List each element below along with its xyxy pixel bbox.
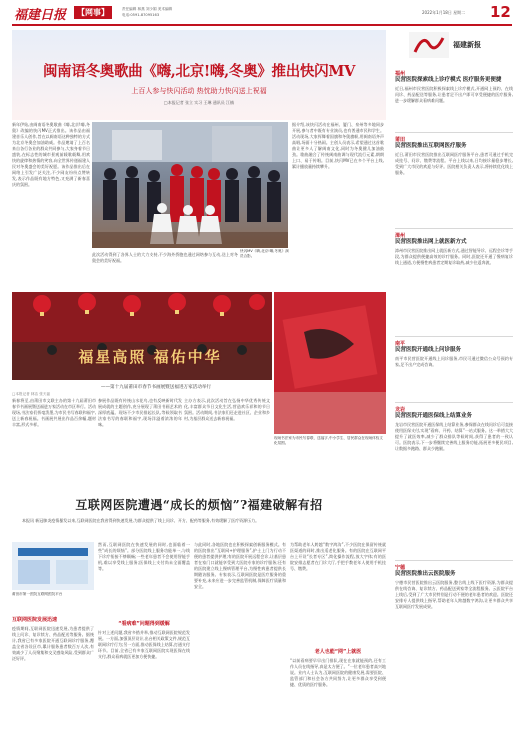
sidebar-item-body: 南平市民营医院开通线上问诊服务,市民可通过微信公众号预约专家,足不出户完成咨询。 bbox=[395, 356, 513, 367]
story1-banner bbox=[12, 30, 386, 120]
sidebar-item-title: 民营医院开通医保线上结算业务 bbox=[395, 413, 473, 419]
paper-logo: 福建日报 bbox=[14, 8, 67, 23]
sidebar-item-title: 民营医院开通线上问诊服务 bbox=[395, 347, 462, 353]
story1-title: 闽南语冬奥歌曲《嗨,北京!嗨,冬奥》推出快闪MV bbox=[42, 63, 356, 80]
header-date: 2022年1月18日 星期二 bbox=[422, 10, 466, 15]
story2-body-col1: 新春将至,由莆田市文联主办的第十九届莆田市春节书画展暨送福进万家活动在市区举行。活动现场,书法家们挥毫泼墨,为市民书写春联和福字,送上新春祝福。书画展共展出作品百余幅,题材丰富,形式多样。 bbox=[12, 398, 96, 427]
story2-photo-caption: 现场书法家为市民写春联、送福字,中小学生、居民群众在现场体验文化氛围。 bbox=[274, 436, 383, 445]
bottom-right-body-2: “以前看病要早早出门排队,现在在家就能预约,还有工作人员在线指导,真是太方便了。”一位老年患者高兴地说。业内人士认为,互联网医院的健康发展,需要医院、监管部门和社会各方共同努力,让更多群众享受到便捷、优质的医疗服务。 bbox=[290, 658, 386, 687]
story1-body-col1: 新年伊始,由闽南语冬奥歌曲《嗨,北京!嗨,冬奥》改编的快闪MV正式推出。该作品由福建音乐人创作,旨在以闽南语这种独特的方式为北京冬奥会加油助威。作品邀请了上百名来自各行各业的群众共同参与,大家身着节日盛装,在标志性的城市景观前载歌载舞,用欢快的旋律和热情的笑容,向全世界传递福建人民对冬奥盛会的美好祝愿。该作品推出后在网络上引发广泛关注,不少网友纷纷点赞转发,表示作品既有地方特色,又充满了新春喜庆的氛围。 bbox=[12, 122, 90, 187]
story3-intro: 本报讯 新冠肺炎疫情暴发以来,互联网医院在我省得到快速发展,为群众提供了线上问诊、开方、配药等服务,有效缓解了医疗资源压力。 bbox=[22, 518, 260, 523]
bottom-mid-body-1: 然而,互联网医院在快速发展的同时,也面临着一些“成长的烦恼”。部分医院线上服务功能单一,与线下诊疗衔接不够顺畅;一些老年患者不会使用智能手机,难以享受线上服务;医保线上支付尚未全面覆盖等。 bbox=[98, 542, 190, 571]
sidebar-item-body: 龙岩市民营医院开通医保线上结算业务,参保群众在线问诊后可直接使用医保支付,实现“看病、开药、结算”一站式服务。这一举措大大提升了就医效率,减少了群众排队等候时间,获得了患者的一致认可。医院表示,下一步将继续完善线上服务功能,拓展更多便民项目,让数据多跑路、群众少跑腿。 bbox=[395, 422, 513, 451]
story1-byline: □本报记者 张立 实习 王琳 通讯员 江楠 bbox=[163, 100, 235, 105]
fujian-logo-icon bbox=[409, 32, 449, 58]
section-badge: 【网事】 bbox=[74, 6, 112, 19]
hospital-app-screenshot bbox=[12, 542, 94, 590]
sidebar-item-3 bbox=[395, 340, 513, 402]
story1-body-col3: 此次活动得到了各界人士的大力支持,不少海外侨胞也通过网络参与互动,送上对冬奥会的美好祝福。 bbox=[92, 252, 238, 263]
sidebar-item-title: 民营医院探索线上诊疗模式 医疗服务更便捷 bbox=[395, 77, 502, 83]
bottom-left-body: 疫情期间,互联网医院迅速发展,为患者提供了线上问诊、复诊续方、药品配送等服务。据统计,我省已有多家医院开通互联网诊疗服务,覆盖全省各设区市,累计服务患者数百万人次,有效减少了人员聚集和交叉感染风险,受到群众广泛好评。 bbox=[12, 626, 94, 661]
story2-subtitle: ——第十九届莆田市春节书画展暨送福进万家活动举行 bbox=[100, 385, 212, 390]
story2-body-col3: 主办方表示,此次活动旨在弘扬中华优秀传统文化,丰富群众节日文化生活,营造欢乐祥和的节日氛围。活动期间,书法家们还走进社区、企业和乡村,为基层群众送去新春祝福。 bbox=[184, 398, 270, 421]
story1-body-col2: 据介绍,该快闪活动在福州、厦门、泉州等多地同步开展,参与者中既有专业演员,也有普通市民和学生。活动现场,大家挥舞着国旗和冬奥旗帜,用闽南语齐声高唱,场面十分热闹。主创人员表示,希望通过这首歌曲让更多人了解闽南文化,同时为冬奥健儿加油鼓劲。歌曲融合了传统闽南曲调与现代流行元素,朗朗上口、易于传唱。目前,快闪MV已在多个平台上线,累计播放量持续攀升。 bbox=[292, 122, 384, 169]
sidebar-item-tag: 宁德 bbox=[395, 565, 406, 571]
sidebar-item-tag: 南平 bbox=[395, 341, 406, 347]
page-number: 12 bbox=[490, 3, 511, 21]
sidebar-item-body: 漳州市民营医院推出网上就医新方式,通过智能导诊、远程会诊等手段,为群众提供便捷高效的诊疗服务。同时,医院还开通了慢病复诊线上通道,方便慢性病患者定期复诊取药,减少往返奔波。 bbox=[395, 248, 513, 265]
sidebar-item-0 bbox=[395, 70, 513, 126]
sidebar-item-2 bbox=[395, 232, 513, 334]
masthead bbox=[12, 4, 512, 26]
sidebar-item-1 bbox=[395, 136, 513, 224]
bottom-mid-title: “看病难”问题得到缓解 bbox=[118, 621, 170, 627]
bottom-mid-body-2: 针对上述问题,我省多措并举,推动互联网医院规范发展。一方面,加强顶层设计,出台相关政策文件,规范互联网诊疗行为;另一方面,推动医保线上结算,打通支付环节。目前,全省已有多家互联网医院实现医保在线支付,群众看病就医更加方便快捷。 bbox=[98, 630, 190, 659]
section-name: 网事 bbox=[85, 8, 101, 17]
story1-subtitle: 上百人参与快闪活动 热忱助力快闪送上祝福 bbox=[131, 87, 267, 95]
story3-title: 互联网医院遭遇“成长的烦恼”?福建破解有招 bbox=[75, 498, 323, 512]
bottom-mid2-body: 与此同时,各地医院也在积极探索创新服务模式。有的医院推出“互联网+护理服务”,护士上门为行动不便的患者提供护理;有的医院开展远程会诊,让基层患者在家门口就能享受到大医院专家的诊疗服务;还有的医院建立线上慢病管理平台,为慢性病患者提供长期随访服务。专家表示,互联网医院是医疗服务的重要补充,未来应进一步完善监管机制,保障医疗质量和安全。 bbox=[194, 542, 286, 589]
sidebar-item-body: 近日,福州市民营医院积极探索线上诊疗模式,开通网上预约、在线问诊、药品配送等服务,让患者足不出户即可享受便捷的医疗服务,进一步缓解群众看病难问题。 bbox=[395, 86, 513, 103]
bottom-right-title: 老人也能“网”上就医 bbox=[314, 649, 362, 655]
sidebar-item-tag: 莆田 bbox=[395, 137, 406, 143]
calligraphy-illustration bbox=[274, 292, 386, 434]
sidebar-item-tag: 福州 bbox=[395, 71, 406, 77]
header-meta-1: 责任编辑 林燕 刘少娟 美术编辑 bbox=[122, 7, 173, 11]
sidebar-item-title: 民营医院推出云医院服务 bbox=[395, 571, 456, 577]
sidebar-item-tag: 漳州 bbox=[395, 233, 406, 239]
story2-title: 福星高照 福佑中华 bbox=[78, 348, 222, 366]
sidebar-item-4 bbox=[395, 406, 513, 562]
sidebar-logo-text: 福建新报 bbox=[453, 40, 481, 49]
header-meta-2: 电话:0591-87095163 bbox=[122, 13, 160, 17]
group-photo-illustration bbox=[92, 122, 288, 248]
sidebar-item-5 bbox=[395, 564, 513, 750]
story2-photo-right bbox=[274, 292, 386, 434]
sidebar-item-title: 民营医院推出互联网医疗服务 bbox=[395, 143, 467, 149]
story1-photo-caption: 快闪MV《嗨,北京!嗨,冬奥》演员合影。 bbox=[240, 249, 289, 258]
bottom-left-caption: 莆田市第一医院互联网医院平台 bbox=[12, 592, 63, 596]
sidebar-item-body: 近日,莆田市民营医院推出互联网医疗服务平台,患者可通过手机完成挂号、问诊、缴费等流程。平台上线以来,日均接诊量稳步增长,受到广大市民的欢迎与好评。医院相关负责人表示,将持续优化线上服务。 bbox=[395, 152, 513, 175]
bottom-left-title: 互联网医院发展迅速 bbox=[12, 617, 58, 623]
story2-body-col2: 参展作品既有传统山水花鸟,也有反映新时代发展成就的主题创作,充分展现了莆田书画艺术的深厚底蕴。现场不少市民排起长队,等候领取书法家书写的春联和福字,现场洋溢着浓浓的年味。 bbox=[98, 398, 182, 427]
bottom-left-photo bbox=[12, 542, 94, 590]
sidebar-logo bbox=[395, 32, 513, 60]
sidebar-item-tag: 龙岩 bbox=[395, 407, 406, 413]
story2-byline: □本报记者 林洁 张天福 bbox=[12, 392, 51, 396]
story1-photo bbox=[92, 122, 288, 248]
sidebar-item-body: 宁德市民营医院推出云医院服务,整合线上线下医疗资源,为群众提供在线咨询、复诊续方、药品配送到家等全流程服务。云医院平台上线后,受到了广大市民特别是行动不便的老年患者的欢迎。医院还安排专人提供线上指导,帮助老年人跨越数字鸿沟,让更多群众共享互联网医疗发展成果。 bbox=[395, 580, 513, 609]
sidebar-item-title: 民营医院推出网上就医新方式 bbox=[395, 239, 467, 245]
bottom-right-body-1: 为帮助老年人跨越“数字鸿沟”,不少医院在保留传统就医渠道的同时,推出适老化服务。有的医院在互联网平台上开设“长者专区”,简化操作流程,放大字体;有的医院安排志愿者在门诊大厅,手把手教老年人使用手机挂号、缴费。 bbox=[290, 542, 386, 571]
